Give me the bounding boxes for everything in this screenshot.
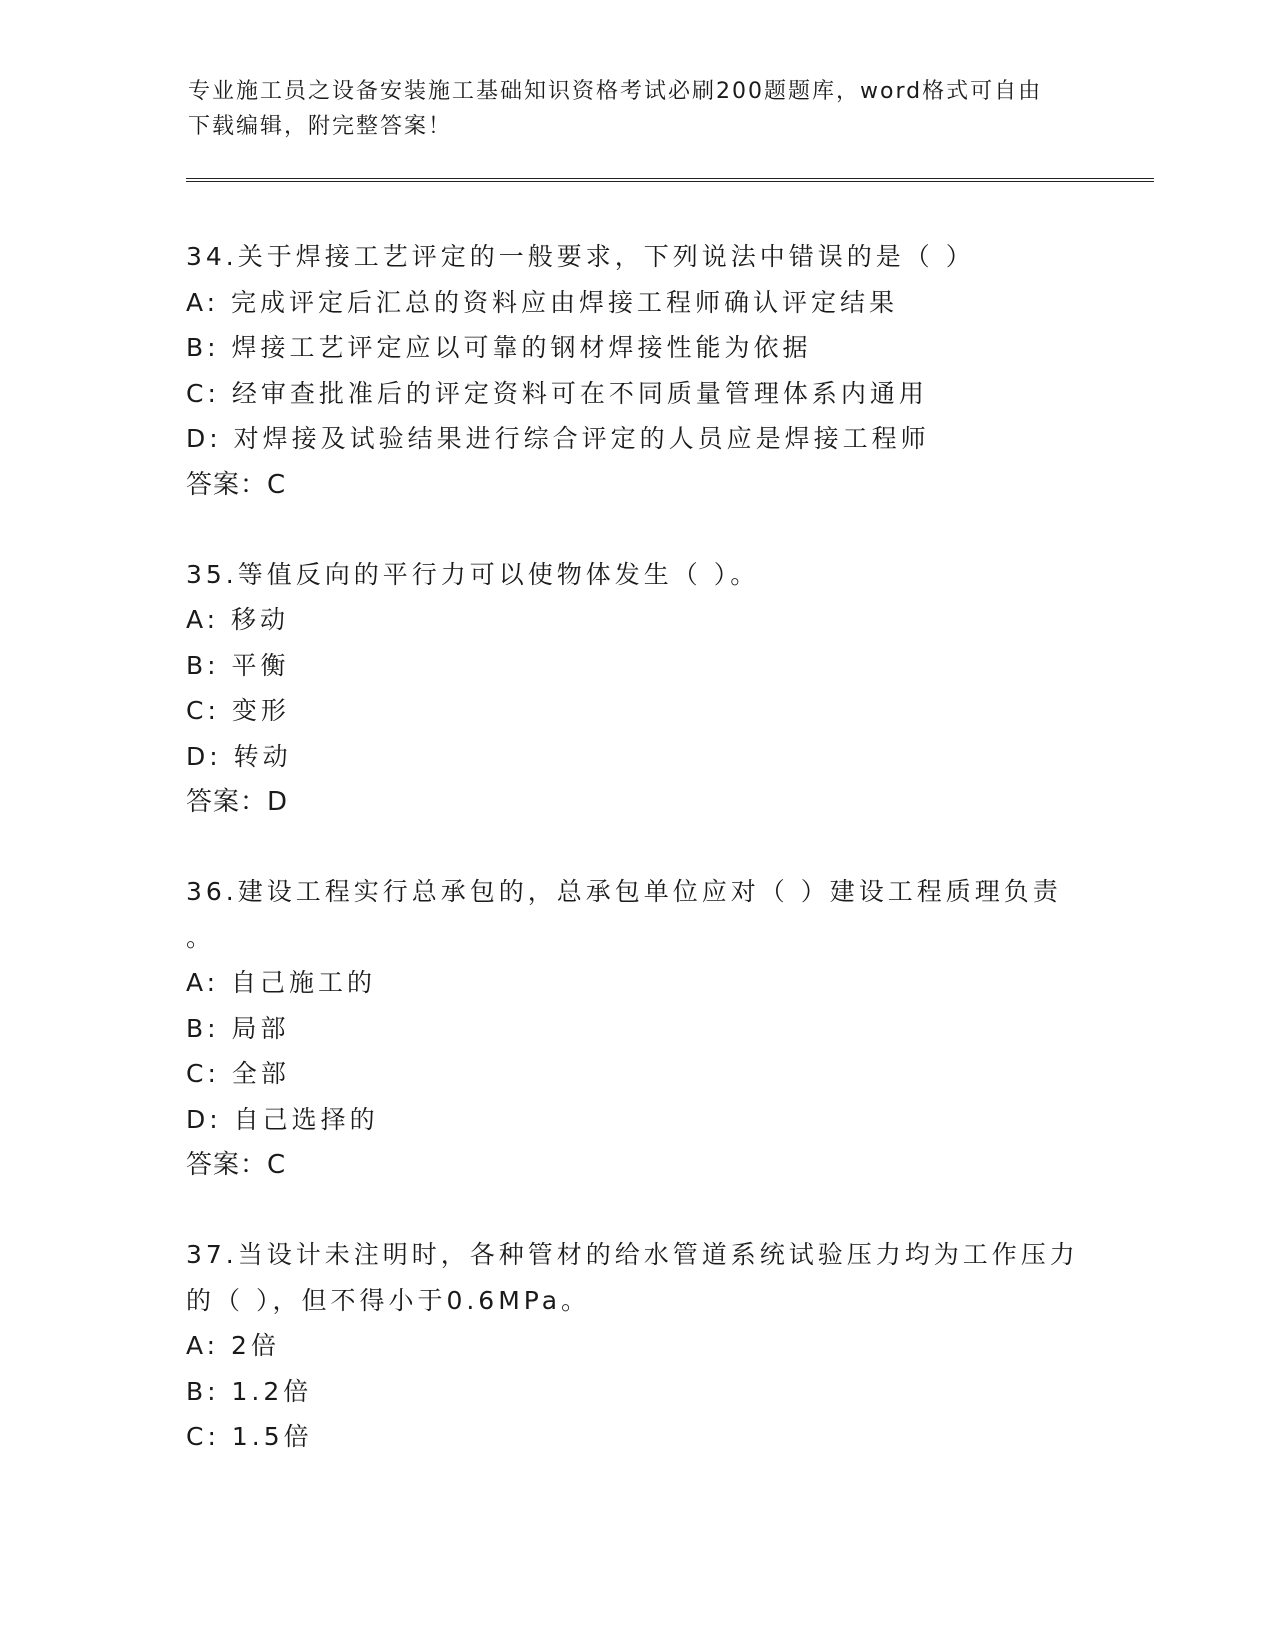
option-letter: A:: [186, 1331, 220, 1360]
option-letter: B:: [186, 650, 220, 680]
option-text: 自己施工的: [231, 968, 377, 997]
option-row: [186, 688, 1086, 734]
option-row: [186, 371, 1086, 417]
question-block: [186, 1232, 1086, 1460]
header-line-2: 下载编辑，附完整答案！: [188, 114, 453, 139]
option-letter: A:: [186, 968, 220, 997]
option-text: 完成评定后汇总的资料应由焊接工程师确认评定结果: [231, 287, 899, 317]
option-row: [186, 1369, 1086, 1415]
option-letter: C:: [186, 1422, 220, 1451]
option-letter: A:: [186, 605, 220, 634]
option-row: [186, 734, 1086, 780]
question-list: [186, 234, 1086, 1504]
option-letter: B:: [186, 1013, 220, 1043]
option-row: [186, 416, 1086, 462]
option-text: 自己选择的: [233, 1104, 379, 1134]
option-row: [186, 597, 1086, 643]
option-letter: C:: [186, 696, 220, 725]
answer-line: 答案：D: [186, 787, 289, 817]
option-row: [186, 1097, 1086, 1143]
option-letter: D:: [186, 741, 222, 771]
option-letter: B:: [186, 1376, 220, 1406]
question-block: [186, 869, 1086, 1188]
question-stem: 35.等值反向的平行力可以使物体发生（ ）。: [186, 559, 760, 589]
option-row: [186, 280, 1086, 326]
header-divider: [186, 178, 1154, 182]
option-letter: D:: [186, 424, 222, 453]
answer-line: 答案：C: [186, 469, 287, 500]
option-row: [186, 1051, 1086, 1097]
option-text: 变形: [231, 696, 290, 725]
option-text: 2倍: [231, 1331, 280, 1360]
option-text: 1.2倍: [231, 1376, 313, 1406]
question-block: [186, 552, 1086, 826]
option-letter: A:: [186, 287, 220, 317]
option-text: 转动: [233, 741, 292, 771]
option-text: 对焊接及试验结果进行综合评定的人员应是焊接工程师: [233, 424, 930, 453]
option-letter: D:: [186, 1104, 222, 1134]
option-row: [186, 643, 1086, 689]
option-text: 移动: [231, 605, 290, 634]
option-row: [186, 960, 1086, 1006]
answer-line: 答案：C: [186, 1150, 287, 1180]
option-letter: C:: [186, 378, 220, 408]
option-row: [186, 325, 1086, 371]
option-text: 全部: [231, 1059, 290, 1088]
question-stem: 。: [186, 922, 216, 952]
option-text: 焊接工艺评定应以可靠的钢材焊接性能为依据: [231, 333, 812, 362]
option-letter: C:: [186, 1059, 220, 1088]
option-row: [186, 1006, 1086, 1052]
document-header: [188, 74, 1088, 144]
question-stem: 36.建设工程实行总承包的，总承包单位应对（ ）建设工程质理负责: [186, 877, 1062, 906]
question-stem: 37.当设计未注明时，各种管材的给水管道系统试验压力均为工作压力: [186, 1240, 1079, 1269]
option-text: 局部: [231, 1013, 290, 1043]
question-block: [186, 234, 1086, 508]
option-text: 经审查批准后的评定资料可在不同质量管理体系内通用: [231, 378, 928, 408]
option-row: [186, 1323, 1086, 1369]
option-letter: B:: [186, 333, 220, 362]
option-text: 1.5倍: [231, 1422, 313, 1451]
question-stem: 的（ ），但不得小于0.6MPa。: [186, 1285, 591, 1315]
header-line-1: 专业施工员之设备安装施工基础知识资格考试必刷200题题库，word格式可自由: [188, 79, 1043, 104]
option-text: 平衡: [231, 650, 290, 680]
question-stem: 34.关于焊接工艺评定的一般要求，下列说法中错误的是（ ）: [186, 242, 975, 271]
option-row: [186, 1414, 1086, 1460]
